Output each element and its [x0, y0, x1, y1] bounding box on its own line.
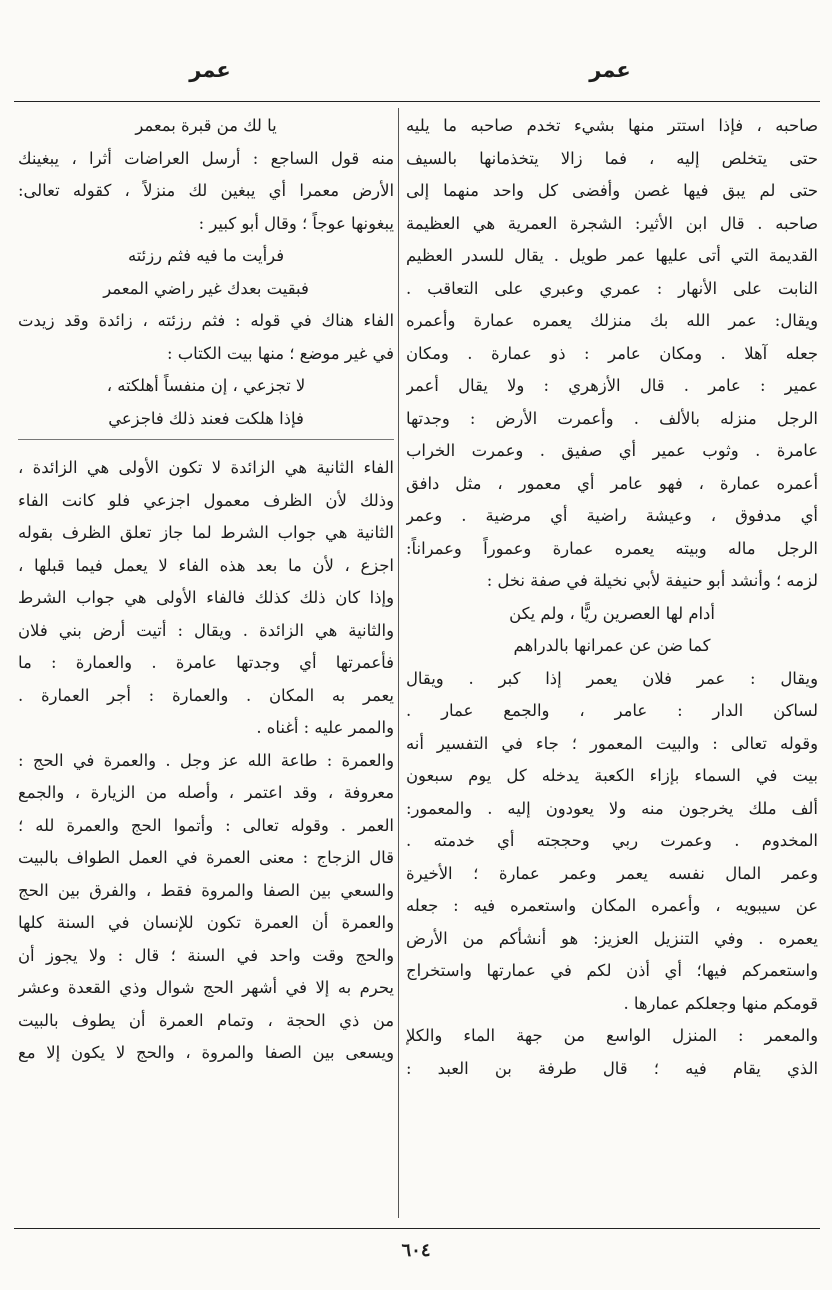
- text-line: وقوله تعالى : والبيت المعمور ؛ جاء في التفسير أنه: [406, 733, 818, 753]
- text-line: ألف ملك يخرجون منه ولا يعودون إليه . والمعمور:: [406, 798, 818, 818]
- text-line: قال الزجاج : معنى العمرة في العمل الطواف بالبيت: [18, 848, 394, 867]
- verse-line: يا لك من قبرة بمعمر: [135, 116, 277, 135]
- text-line: ويسعى بين الصفا والمروة ، والحج لا يكون إلا مع: [18, 1043, 394, 1062]
- text-line: والعمرة أن العمرة تكون للإنسان في السنة كلها: [18, 913, 394, 932]
- text-line: والحج وقت واحد في السنة ؛ قال : ولا يجوز أن: [18, 945, 394, 965]
- text-line: الفاء الثانية هي الزائدة لا تكون الأولى هي الزائدة ،: [18, 458, 394, 477]
- text-line: يعمر به المكان . والعمارة : أجر العمارة .: [18, 685, 394, 705]
- text-line: الفاء هناك في قوله : فثم رزئته ، زائدة وقد زيدت: [18, 311, 394, 330]
- verse-line: فرأيت ما فيه فثم رزئته: [127, 246, 285, 265]
- text-line: أي مدفوق ، وعيشة راضية أي مرضية . وعمر: [406, 506, 818, 525]
- section-separator: [18, 439, 394, 446]
- text-line: والثانية هي الزائدة . ويقال : أتيت أرض بني فلان: [18, 620, 394, 640]
- text-line: بيت في السماء بإزاء الكعبة يدخله كل يوم سبعون: [406, 766, 818, 785]
- text-line: صاحبه ، فإذا استتر منها بشيء تخدم صاحبه ما يليه: [406, 116, 818, 135]
- text-line: ويقال: عمر الله بك منزلك يعمره عمارة وأعمره: [406, 311, 818, 330]
- text-line: العمر . وقوله تعالى : وأتموا الحج والعمرة لله ؛: [18, 815, 394, 835]
- text-line: فأعمرتها أي وجدتها عامرة . والعمارة : ما: [18, 653, 394, 672]
- text-line: عن سيبويه ، وأعمره المكان واستعمره فيه : جعله: [406, 896, 818, 915]
- text-line: والممر عليه : أغناه .: [256, 718, 394, 737]
- text-line: المخدوم . وعمرت ربي وحججته أي خدمته .: [406, 831, 818, 850]
- text-line: حتى يتخلص إليه ، فما زالا يتخذمانها بالسيف: [406, 148, 818, 168]
- text-line: الذي يقام فيه ؛ قال طرفة بن العبد :: [406, 1058, 818, 1078]
- verse-line: فإذا هلكت فعند ذلك فاجزعي: [108, 408, 304, 428]
- text-line: عامرة . وثوب عمير أي صفيق . وعمرت الخراب: [406, 441, 818, 460]
- text-line: والسعي بين الصفا والمروة فقط ، والفرق بين الحج: [18, 880, 394, 900]
- text-line: في غير موضع ؛ منها بيت الكتاب :: [167, 343, 394, 363]
- text-line: أعمره عمارة ، فهو عامر أي معمور ، مثل دافق: [406, 473, 818, 493]
- text-line: وذلك لأن الظرف معمول اجزعي فلو كانت الفاء: [18, 490, 394, 510]
- text-line: الثانية هي جواب الشرط لما جاز تعلق الظرف بقوله: [18, 523, 394, 542]
- header-rule: [14, 101, 820, 102]
- text-line: حتى لم يبق فيها غصن وأفضى كل واحد منهما إلى: [406, 181, 818, 200]
- verse-line: لا تجزعي ، إن منفساً أهلكته ،: [106, 376, 306, 395]
- verse-line: أدام لها العصرين ريًّا ، ولم يكن: [509, 603, 715, 623]
- text-line: الرجل منزله بالألف . وأعمرت الأرض : وجدتها: [406, 408, 818, 428]
- text-line: الرجل ماله وبيته يعمره عمارة وعموراً وعمراناً:: [406, 538, 818, 558]
- text-line: لساكن الدار : عامر ، والجمع عمار .: [406, 701, 818, 720]
- text-line: يبغونها عوجاً ؛ وقال أبو كبير :: [198, 213, 394, 233]
- text-line: قومكم منها وجعلكم عمارها .: [623, 993, 818, 1013]
- text-line: واستعمركم فيها؛ أي أذن لكم في عمارتها واستخراج: [406, 961, 818, 980]
- text-line: والعمرة : طاعة الله عز وجل . والعمرة في الحج :: [18, 750, 394, 770]
- text-line: من ذي الحجة ، وتمام العمرة أن يطوف بالبيت: [18, 1010, 394, 1030]
- text-line: اجزع ، لأن ما بعد هذه الفاء لا يعمل فيما قبلها ،: [18, 555, 394, 575]
- verse-line: فبقيت بعدك غير راضي المعمر: [103, 278, 309, 298]
- verse-line: كما ضن عن عمرانها بالدراهم: [513, 636, 711, 655]
- text-line: والمعمر : المنزل الواسع من جهة الماء والكلإ: [406, 1026, 818, 1045]
- text-line: جعله آهلا . ومكان عامر : ذو عمارة . ومكان: [406, 343, 818, 363]
- text-line: النابت على الأنهار : عمري وعبري على التعاقب .: [406, 278, 818, 298]
- text-line: وإذا كان ذلك كذلك فالفاء الأولى هي جواب الشرط: [18, 588, 394, 607]
- text-line: عمير : عامر . قال الأزهري : ولا يقال أعمر: [406, 376, 818, 395]
- column-divider: [398, 108, 399, 1218]
- text-line: الأرض معمرا أي يبغين لك منزلاً ، كقوله تعالى:: [18, 181, 394, 200]
- text-line: يعمره . وفي التنزيل العزيز: هو أنشأكم من الأرض: [406, 928, 818, 948]
- text-line: صاحبه . قال ابن الأثير: الشجرة العمرية هي العظيمة: [406, 213, 818, 233]
- text-line: يحرم به إلا في أشهر الحج شوال وذي القعدة وعشر: [18, 978, 394, 997]
- footer-rule: [14, 1228, 820, 1229]
- running-header-left: عمر: [189, 58, 231, 82]
- left-column: [18, 110, 394, 1222]
- text-line: معروفة ، وقد اعتمر ، وأصله من الزيارة ، والجمع: [18, 783, 394, 802]
- text-line: ويقال : عمر فلان يعمر إذا كبر . ويقال: [406, 668, 818, 688]
- running-header-right: عمر: [589, 58, 631, 82]
- right-column: [406, 110, 818, 1222]
- text-line: لزمه ؛ وأنشد أبو حنيفة لأبي نخيلة في صفة نخل :: [486, 571, 818, 590]
- text-line: منه قول الساجع : أرسل العراضات أثرا ، يبغينك: [18, 148, 394, 168]
- text-line: وعمر المال نفسه يعمر وعمر عمارة ؛ الأخيرة: [406, 863, 818, 883]
- page-number: ٦٠٤: [401, 1240, 431, 1261]
- text-line: القديمة التي أتى عليها عمر طويل . يقال للسدر العظيم: [406, 246, 818, 265]
